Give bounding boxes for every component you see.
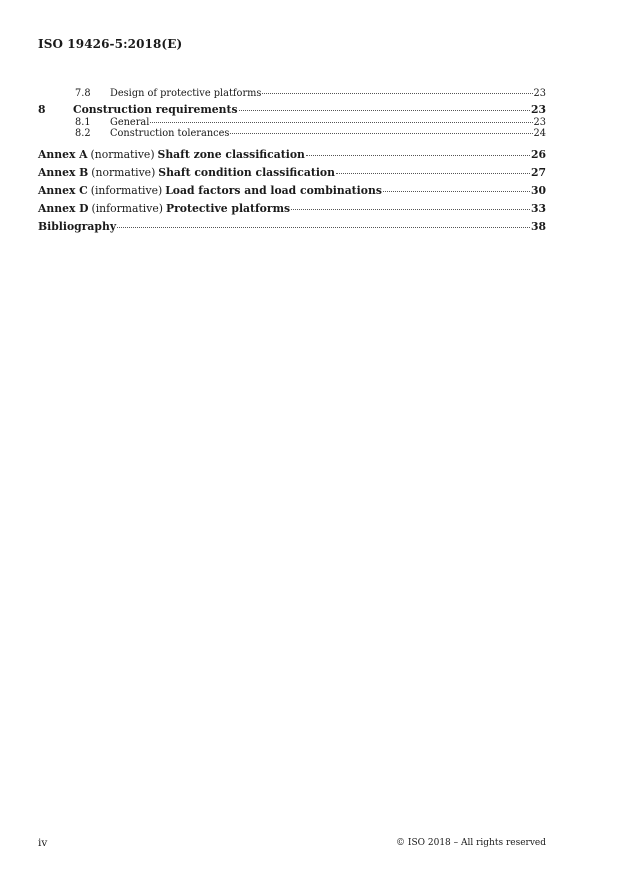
copyright-notice: © ISO 2018 – All rights reserved [396,838,546,848]
toc-entry-title: Construction tolerances [110,128,230,139]
annex-kind: (informative) [90,184,163,197]
annex-kind: (normative) [91,166,156,179]
dot-leader [383,191,530,192]
annex-page: 30 [530,184,546,197]
table-of-contents [38,88,546,235]
toc-entry-title: Design of protective platforms [110,88,262,99]
annex-title: Load factors and load combinations [165,184,382,197]
dot-leader [262,93,532,94]
annex-page: 26 [530,148,546,161]
dot-leader [291,209,530,210]
annex-label: Annex D [38,202,89,215]
toc-annex-a[interactable] [38,146,546,163]
toc-entry-number: 8.2 [75,128,91,139]
dot-leader [150,122,532,123]
bibliography-title: Bibliography [38,220,117,233]
annex-page: 27 [530,166,546,179]
dot-leader [336,173,530,174]
toc-entry-page: 23 [533,88,546,99]
toc-entry-page: 23 [530,103,546,116]
toc-annex-d[interactable] [38,200,546,217]
annex-page: 33 [530,202,546,215]
dot-leader [239,110,530,111]
dot-leader [230,133,532,134]
toc-annex-b[interactable] [38,164,546,181]
toc-entry-number: 8.1 [75,117,91,128]
toc-annex-c[interactable] [38,182,546,199]
toc-entry-title: General [110,117,150,128]
document-id-header: ISO 19426-5:2018(E) [38,37,183,51]
annex-kind: (normative) [90,148,155,161]
annex-title: Shaft zone classification [157,148,305,161]
annex-label: Annex C [38,184,88,197]
toc-bibliography[interactable] [38,218,546,235]
bibliography-page: 38 [530,220,546,233]
dot-leader [306,155,530,156]
toc-entry-8-2[interactable] [38,128,546,139]
annex-title: Shaft condition classification [158,166,335,179]
toc-entry-7-8[interactable] [38,88,546,99]
annex-label: Annex A [38,148,88,161]
toc-entry-page: 24 [533,128,546,139]
dot-leader [117,227,530,228]
toc-entry-number: 7.8 [75,88,91,99]
toc-entry-title: Construction requirements [73,103,238,116]
annex-title: Protective platforms [165,202,291,215]
toc-entry-page: 23 [533,117,546,128]
toc-entry-number: 8 [38,103,46,116]
page-number: iv [38,837,48,849]
annex-kind: (informative) [91,202,163,215]
annex-label: Annex B [38,166,89,179]
toc-entry-8-1[interactable] [38,117,546,128]
toc-entry-8[interactable] [38,103,546,117]
